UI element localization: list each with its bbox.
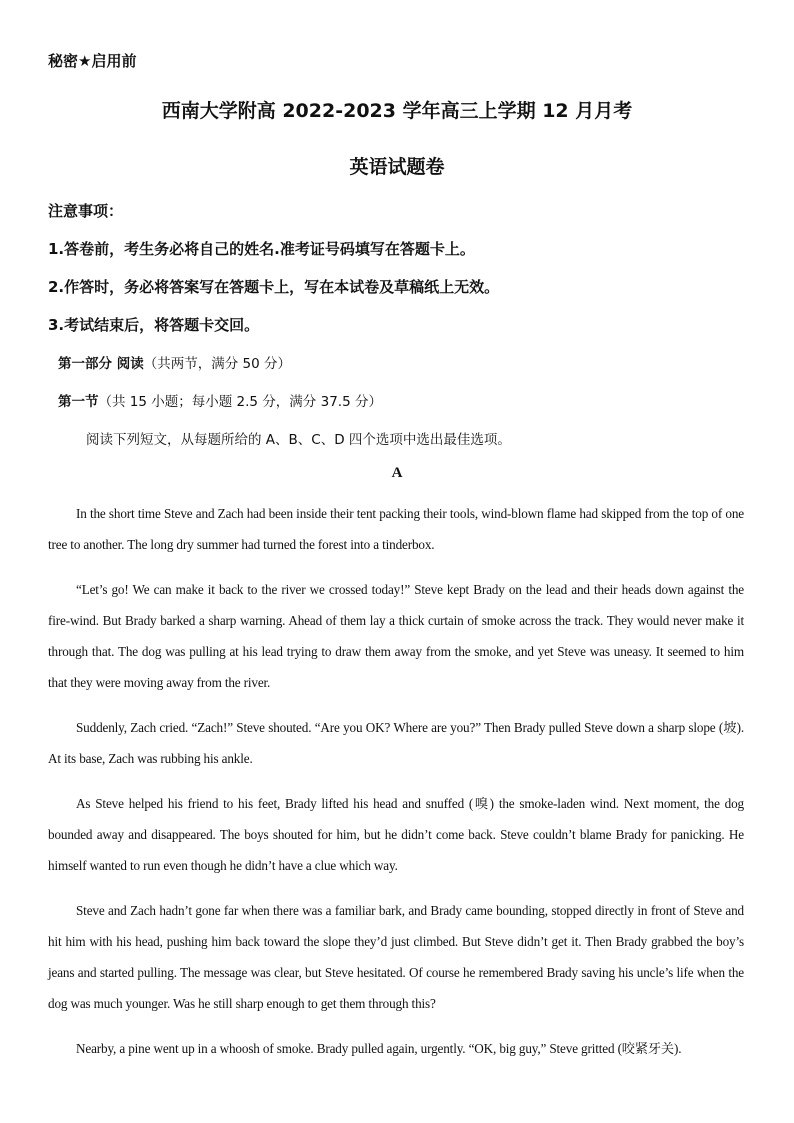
reading-instruction: 阅读下列短文，从每题所给的 A、B、C、D 四个选项中选出最佳选项。 xyxy=(86,432,511,448)
confidential-mark: 秘密★启用前 xyxy=(48,52,137,70)
passage-paragraph: “Let’s go! We can make it back to the river we crossed today!” Steve kept Brady on the lead and their heads down against the fire-wind. But Brady barked a sharp warning. Ahead of them lay a thick curtain of smoke across the track. They would never make it through that. The dog was pulling at his lead trying to draw them away from the smoke, and yet Steve was uneasy. It seemed to him that they were moving away from the river. xyxy=(48,582,744,690)
section-one-heading xyxy=(58,390,382,410)
passage-paragraph: Suddenly, Zach cried. “Zach!” Steve shouted. “Are you OK? Where are you?” Then Brady pulled Steve down a sharp slope (坡). At its base, Zach was rubbing his ankle. xyxy=(48,720,744,766)
section-one-title: 第一节 xyxy=(58,394,99,410)
passage-paragraph: In the short time Steve and Zach had been inside their tent packing their tools, wind-blown flame had skipped from the top of one tree to another. The long dry summer had turned the forest into a tinderbox. xyxy=(48,506,744,552)
passage-paragraph: As Steve helped his friend to his feet, Brady lifted his head and snuffed (嗅) the smoke-laden wind. Next moment, the dog bounded away and disappeared. The boys shouted for him, but he didn’t come back. Steve couldn’t blame Brady for panicking. He himself wanted to run even though he didn’t have a clue which way. xyxy=(48,796,744,873)
section-one-detail: （共 15 小题；每小题 2.5 分，满分 37.5 分） xyxy=(98,394,382,410)
part-one-detail: （共两节，满分 50 分） xyxy=(143,356,291,372)
part-one-heading xyxy=(58,352,291,372)
passage-paragraph: Steve and Zach hadn’t gone far when there was a familiar bark, and Brady came bounding, stopped directly in front of Steve and hit him with his head, pushing him back toward the slope they’d just climbed. But Steve didn’t get it. Then Brady grabbed the boy’s jeans and started pulling. The message was clear, but Steve hesitated. Of course he remembered Brady saving his uncle’s life when the dog was much younger. Was he still sharp enough to get them through this? xyxy=(48,903,744,1011)
exam-subtitle: 英语试题卷 xyxy=(349,156,445,178)
notice-item: 2.作答时，务必将答案写在答题卡上，写在本试卷及草稿纸上无效。 xyxy=(48,278,500,296)
notice-item: 1.答卷前，考生务必将自己的姓名.准考证号码填写在答题卡上。 xyxy=(48,240,475,258)
notice-heading: 注意事项： xyxy=(48,202,124,220)
part-one-title: 第一部分 阅读 xyxy=(58,356,144,372)
notice-item: 3.考试结束后，将答题卡交回。 xyxy=(48,316,260,334)
passage-label: A xyxy=(391,465,403,481)
exam-title: 西南大学附高 2022-2023 学年高三上学期 12 月月考 xyxy=(161,100,633,122)
passage-paragraph: Nearby, a pine went up in a whoosh of smoke. Brady pulled again, urgently. “OK, big guy,” Steve gritted (咬紧牙关). xyxy=(76,1041,682,1056)
